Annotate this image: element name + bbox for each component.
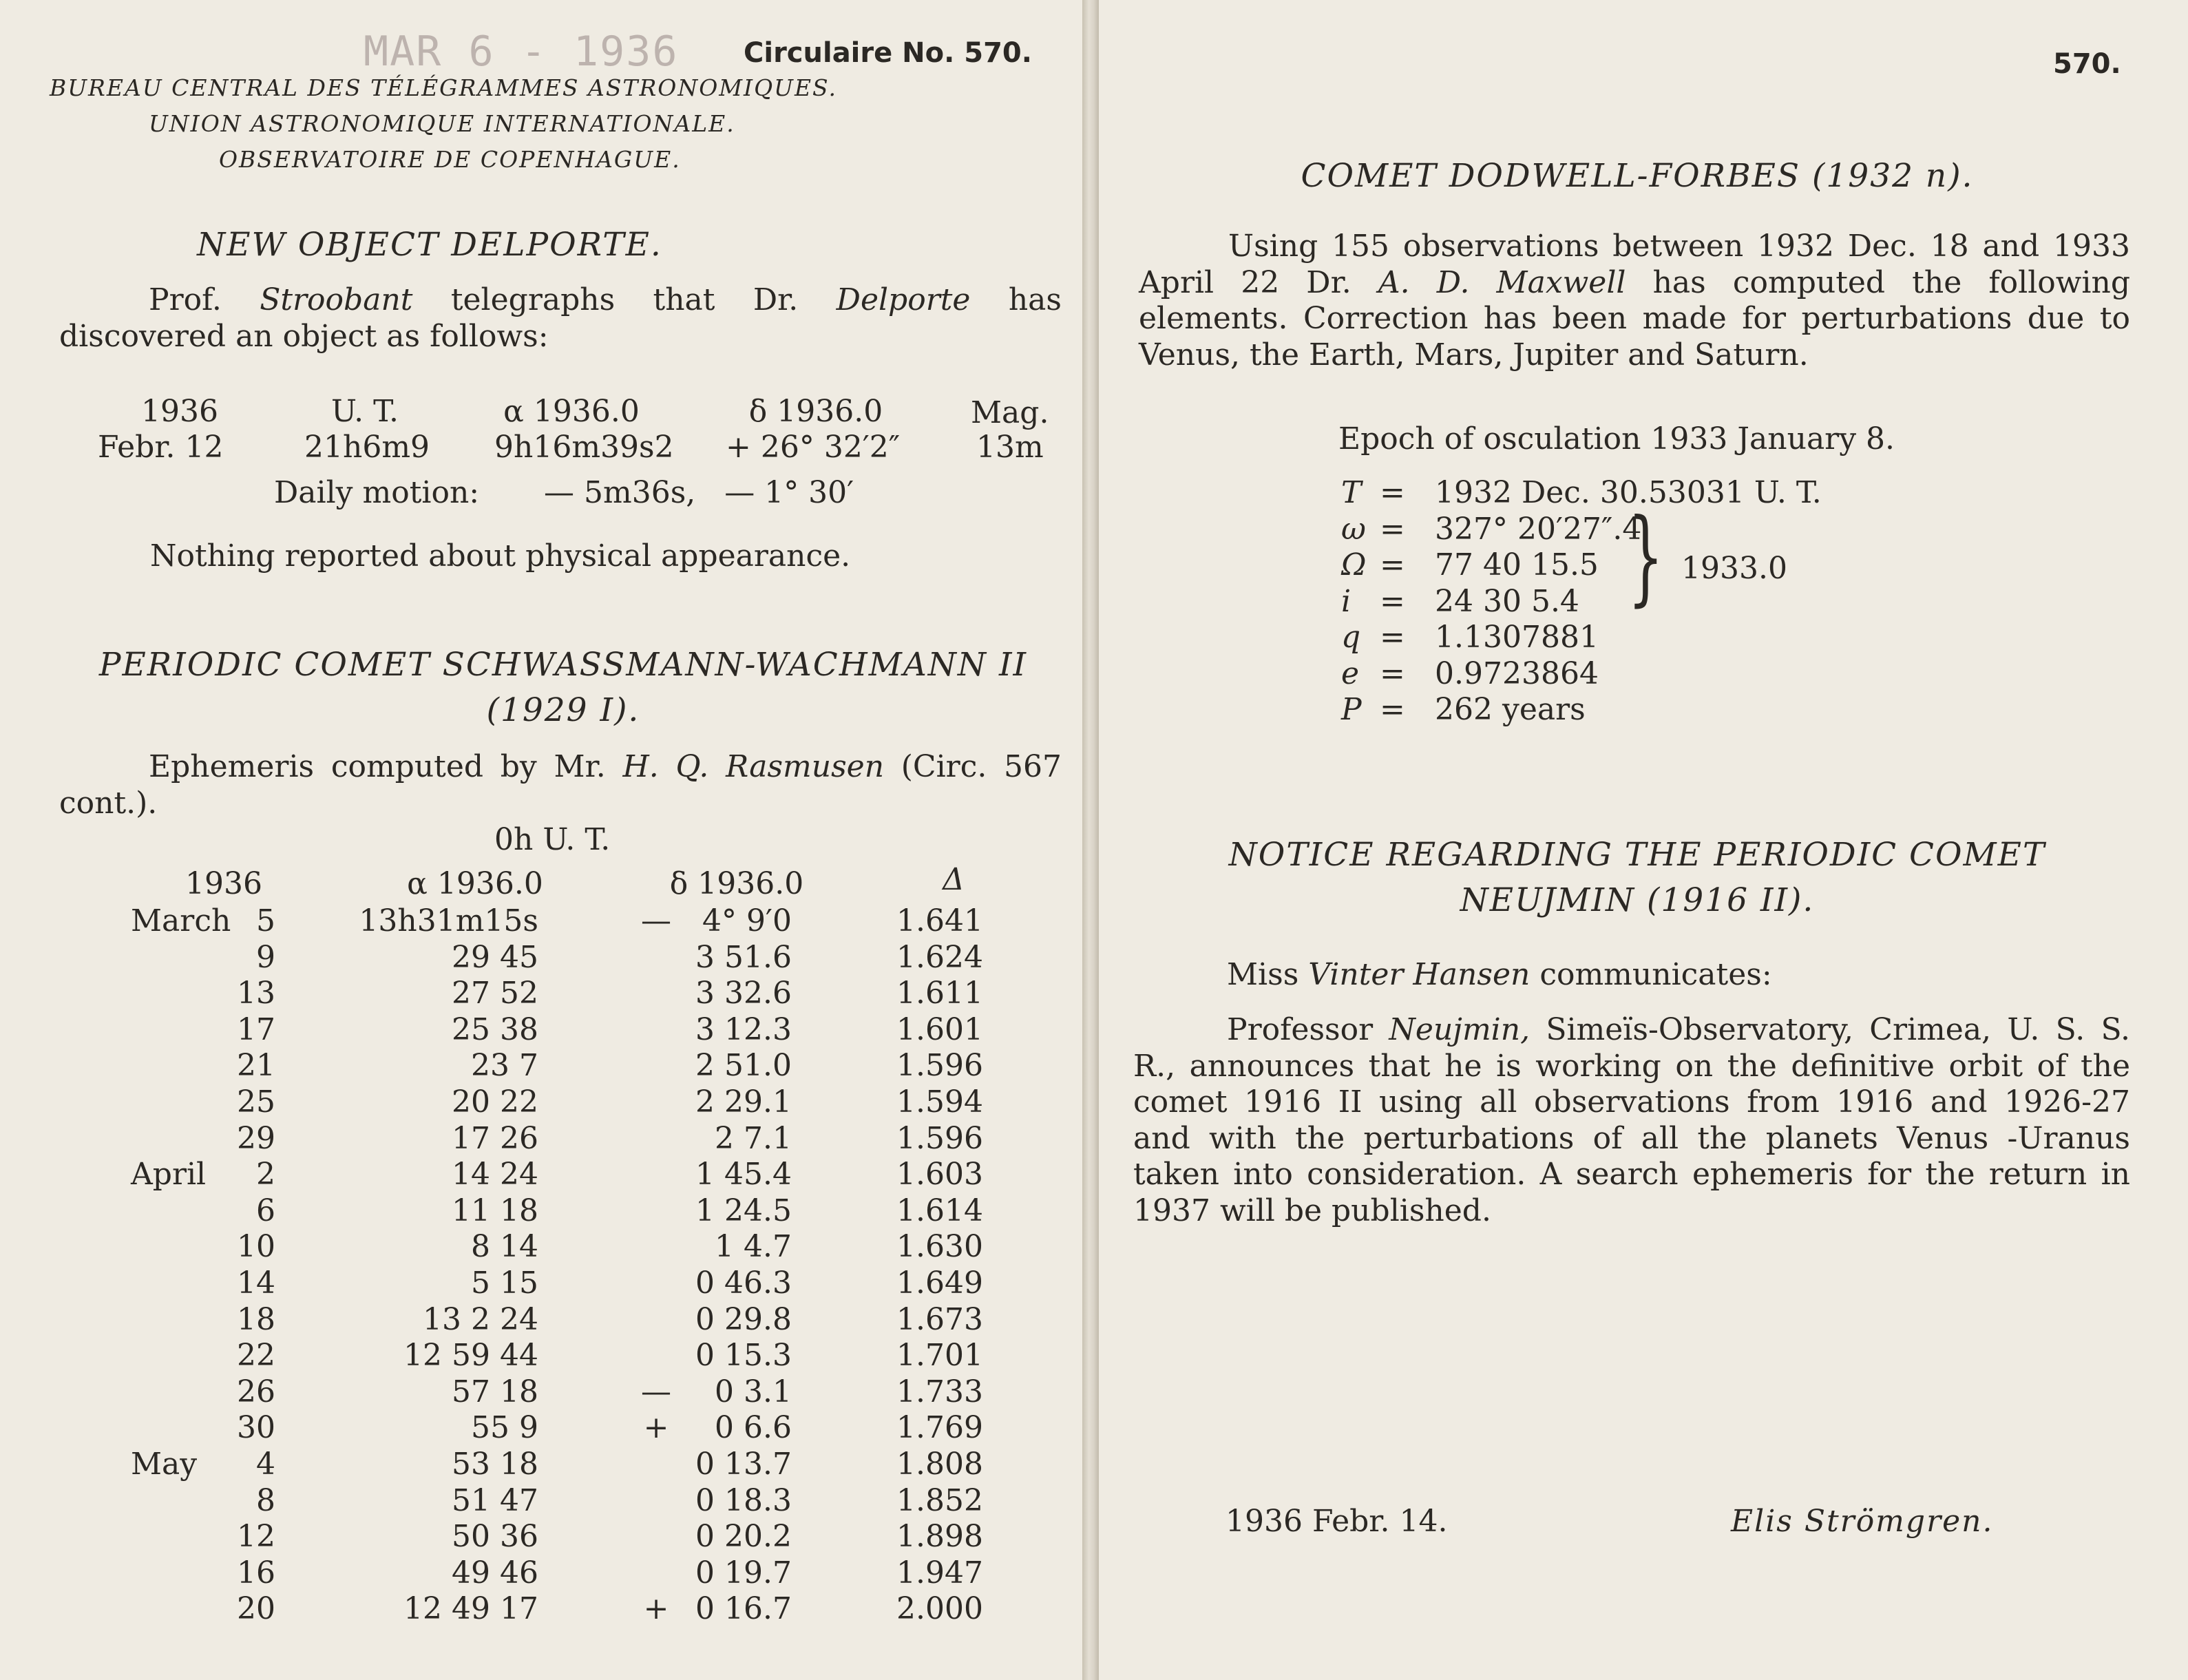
daily-motion-label: Daily motion: — [274, 475, 480, 510]
eph-header-ra: α 1936.0 — [407, 866, 543, 901]
eph-delta: 1.624 — [896, 940, 983, 975]
eph-header-dec: δ 1936.0 — [669, 866, 804, 901]
epoch-line: Epoch of osculation 1933 January 8. — [1338, 421, 1895, 456]
element-value: 262 years — [1435, 692, 1586, 727]
eph-dec: 1 4.7 — [715, 1229, 792, 1264]
eph-header-delta: Δ — [943, 862, 965, 897]
eph-day: 20 — [237, 1591, 275, 1626]
eph-dec: 3 12.3 — [695, 1012, 792, 1047]
eph-header-date: 1936 — [185, 866, 262, 901]
element-symbol: i — [1341, 584, 1351, 619]
eph-ra: 12 59 44 — [403, 1338, 538, 1373]
element-symbol: P — [1341, 692, 1362, 727]
section-title-sw2-line1: PERIODIC COMET SCHWASSMANN-WACHMANN II — [98, 646, 1028, 684]
physical-appearance-note: Nothing reported about physical appearance. — [150, 538, 851, 574]
eph-dec-sign: — — [641, 1374, 671, 1409]
eph-ra: 49 46 — [452, 1555, 538, 1590]
eph-delta: 1.594 — [896, 1084, 983, 1120]
obs-dec: + 26° 32′2″ — [726, 430, 901, 465]
eph-month: March — [131, 903, 231, 938]
section-title-delporte: NEW OBJECT DELPORTE. — [197, 226, 662, 264]
eph-dec: 2 51.0 — [695, 1048, 792, 1083]
eph-dec: 3 51.6 — [695, 940, 792, 975]
eph-day: 9 — [256, 940, 275, 975]
element-value: 0.9723864 — [1435, 656, 1599, 691]
obs-ra: 9h16m39s2 — [494, 430, 674, 465]
eph-day: 4 — [256, 1447, 275, 1482]
eph-ra: 51 47 — [452, 1483, 538, 1518]
eph-ra: 5 15 — [471, 1266, 538, 1301]
eph-dec: 0 3.1 — [715, 1374, 792, 1409]
eph-dec: 4° 9′0 — [702, 903, 792, 938]
element-symbol: T — [1341, 475, 1362, 510]
equals-sign: = — [1380, 547, 1405, 582]
delporte-paragraph: Prof. Stroobant telegraphs that Dr. Delporte has discovered an object as follows: — [59, 282, 1062, 354]
eph-day: 5 — [256, 903, 275, 938]
section-title-neujmin-line1: NOTICE REGARDING THE PERIODIC COMET — [1228, 836, 2046, 874]
eph-ra: 11 18 — [452, 1193, 538, 1228]
eph-delta: 1.641 — [896, 903, 983, 938]
eph-delta: 1.947 — [896, 1555, 983, 1590]
eph-day: 30 — [237, 1410, 275, 1445]
eph-delta: 1.611 — [896, 976, 983, 1011]
page-gutter — [1082, 0, 1099, 1680]
eph-day: 8 — [256, 1483, 275, 1518]
eph-dec: 0 16.7 — [695, 1591, 792, 1626]
eph-delta: 1.808 — [896, 1447, 983, 1482]
col-header-mag: Mag. — [971, 395, 1049, 430]
obs-ut: 21h6m9 — [304, 430, 430, 465]
page-number: 570. — [2053, 48, 2121, 80]
neujmin-paragraph: Professor Neujmin, Simeïs-Observatory, Crimea, U. S. S. R., announces that he is working on the definitive orbit of the comet 1916 II using all observations from 1916 and 1926-27 and with the perturbations of all the planets Venus -Uranus taken into consideration. A search ephemeris for the return in 1937 will be published. — [1133, 1012, 2131, 1228]
element-symbol: e — [1341, 656, 1360, 691]
element-value: 77 40 15.5 — [1435, 547, 1599, 582]
eph-dec: 0 15.3 — [695, 1338, 792, 1373]
element-symbol: q — [1341, 620, 1361, 655]
eph-dec: 0 46.3 — [695, 1266, 792, 1301]
eph-ra: 17 26 — [452, 1121, 538, 1156]
eph-day: 14 — [237, 1266, 275, 1301]
eph-dec: 0 18.3 — [695, 1483, 792, 1518]
signature: Elis Strömgren. — [1731, 1504, 1994, 1539]
eph-ra: 13 2 24 — [423, 1302, 538, 1337]
left-page — [0, 0, 1082, 1680]
section-title-dodwell-forbes: COMET DODWELL-FORBES (1932 n). — [1301, 157, 1974, 195]
eph-day: 26 — [237, 1374, 275, 1409]
eph-ra: 23 7 — [471, 1048, 538, 1083]
eph-delta: 1.769 — [896, 1410, 983, 1445]
eph-delta: 1.603 — [896, 1157, 983, 1192]
eph-day: 12 — [237, 1519, 275, 1554]
eph-delta: 1.701 — [896, 1338, 983, 1373]
eph-delta: 1.630 — [896, 1229, 983, 1264]
eph-day: 16 — [237, 1555, 275, 1590]
eph-delta: 1.673 — [896, 1302, 983, 1337]
element-value: 1.1307881 — [1435, 620, 1599, 655]
eph-ra: 20 22 — [452, 1084, 538, 1120]
eph-day: 18 — [237, 1302, 275, 1337]
eph-ra: 57 18 — [452, 1374, 538, 1409]
received-stamp: MAR 6 - 1936 — [364, 28, 679, 76]
eph-ra: 55 9 — [471, 1410, 538, 1445]
eph-ra: 25 38 — [452, 1012, 538, 1047]
element-value: 327° 20′27″.4 — [1435, 512, 1642, 547]
eph-month: April — [131, 1157, 207, 1192]
eph-delta: 1.601 — [896, 1012, 983, 1047]
communication-line: Miss Vinter Hansen communicates: — [1227, 957, 1772, 992]
eph-dec: 0 29.8 — [695, 1302, 792, 1337]
equals-sign: = — [1380, 475, 1405, 510]
eph-delta: 1.898 — [896, 1519, 983, 1554]
eph-delta: 1.852 — [896, 1483, 983, 1518]
col-header-date: 1936 — [141, 394, 218, 429]
circular-number: Circulaire No. 570. — [744, 37, 1032, 69]
eph-dec: 0 19.7 — [695, 1555, 792, 1590]
equinox-label: 1933.0 — [1681, 551, 1787, 586]
eph-dec-sign: — — [641, 903, 671, 938]
eph-day: 10 — [237, 1229, 275, 1264]
col-header-ut: U. T. — [331, 394, 399, 429]
eph-dec: 1 24.5 — [695, 1193, 792, 1228]
eph-day: 29 — [237, 1121, 275, 1156]
eph-dec-sign: + — [643, 1410, 669, 1445]
header-line-3: OBSERVATOIRE DE COPENHAGUE. — [219, 146, 681, 173]
eph-day: 25 — [237, 1084, 275, 1120]
eph-dec: 2 7.1 — [715, 1121, 792, 1156]
eph-day: 17 — [237, 1012, 275, 1047]
eph-delta: 1.614 — [896, 1193, 983, 1228]
section-title-neujmin-line2: NEUJMIN (1916 II). — [1460, 881, 1815, 919]
eph-ra: 29 45 — [452, 940, 538, 975]
eph-day: 13 — [237, 976, 275, 1011]
equals-sign: = — [1380, 692, 1405, 727]
circular-date: 1936 Febr. 14. — [1226, 1504, 1448, 1539]
eph-dec: 0 13.7 — [695, 1447, 792, 1482]
eph-delta: 1.596 — [896, 1121, 983, 1156]
eph-dec: 3 32.6 — [695, 976, 792, 1011]
daily-motion-values: — 5m36s, — 1° 30′ — [544, 475, 854, 510]
eph-delta: 1.649 — [896, 1266, 983, 1301]
eph-day: 6 — [256, 1193, 275, 1228]
eph-day: 2 — [256, 1157, 275, 1192]
eph-ra: 8 14 — [471, 1229, 538, 1264]
eph-ra: 12 49 17 — [403, 1591, 538, 1626]
eph-day: 21 — [237, 1048, 275, 1083]
eph-delta: 1.596 — [896, 1048, 983, 1083]
equals-sign: = — [1380, 584, 1405, 619]
obs-mag: 13m — [976, 430, 1044, 465]
eph-ra: 13h31m15s — [359, 903, 538, 938]
eph-delta: 1.733 — [896, 1374, 983, 1409]
col-header-ra: α 1936.0 — [503, 394, 640, 429]
element-value: 1932 Dec. 30.53031 U. T. — [1435, 475, 1822, 510]
eph-ra: 27 52 — [452, 976, 538, 1011]
equals-sign: = — [1380, 512, 1405, 547]
eph-dec: 0 20.2 — [695, 1519, 792, 1554]
equinox-brace: } — [1628, 497, 1664, 617]
section-title-sw2-line2: (1929 I). — [486, 691, 640, 729]
eph-ra: 14 24 — [452, 1157, 538, 1192]
equals-sign: = — [1380, 656, 1405, 691]
eph-ra: 50 36 — [452, 1519, 538, 1554]
eph-dec: 1 45.4 — [695, 1157, 792, 1192]
element-value: 24 30 5.4 — [1435, 584, 1579, 619]
element-symbol: ω — [1341, 512, 1366, 547]
eph-day: 22 — [237, 1338, 275, 1373]
equals-sign: = — [1380, 620, 1405, 655]
col-header-dec: δ 1936.0 — [748, 394, 883, 429]
eph-dec: 0 6.6 — [715, 1410, 792, 1445]
time-label: 0h U. T. — [494, 822, 611, 857]
dodwell-paragraph: Using 155 observations between 1932 Dec. 18 and 1933 April 22 Dr. A. D. Maxwell has computed the following elements. Correction has been made for perturbations due to Venus, the Earth, Mars, Jupiter and Saturn. — [1139, 229, 2130, 372]
obs-date: Febr. 12 — [98, 430, 224, 465]
eph-month: May — [131, 1447, 198, 1482]
eph-ra: 53 18 — [452, 1447, 538, 1482]
header-line-2: UNION ASTRONOMIQUE INTERNATIONALE. — [149, 110, 735, 137]
ephemeris-paragraph: Ephemeris computed by Mr. H. Q. Rasmusen (Circ. 567 cont.). — [59, 749, 1062, 821]
eph-delta: 2.000 — [896, 1591, 983, 1626]
eph-dec-sign: + — [643, 1591, 669, 1626]
eph-dec: 2 29.1 — [695, 1084, 792, 1120]
right-page — [1099, 0, 2188, 1680]
header-line-1: BUREAU CENTRAL DES TÉLÉGRAMMES ASTRONOMIQUES. — [50, 74, 837, 101]
element-symbol: Ω — [1341, 547, 1367, 582]
